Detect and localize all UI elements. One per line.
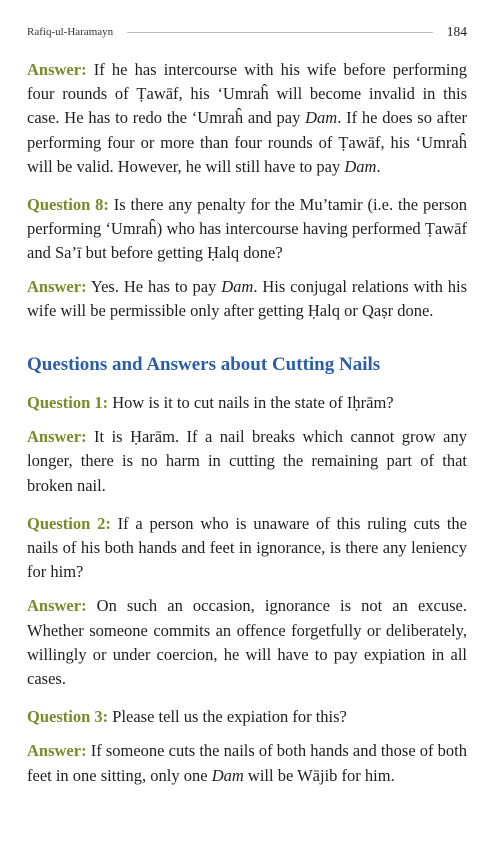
running-title: Rafiq-ul-Haramayn — [27, 26, 114, 38]
question-text: Please tell us the expiation for this? — [112, 707, 347, 727]
answer-text: It is Ḥarām. If a nail breaks which cannot grow any longer, there is no harm in cutting the remaining part of that broken nail. — [27, 427, 467, 495]
answer-label: Answer: — [27, 596, 87, 616]
answer-paragraph — [27, 58, 467, 179]
answer-paragraph — [27, 275, 467, 323]
answer-label: Answer: — [27, 60, 87, 79]
question-label: Question 3: — [27, 707, 109, 727]
page-header — [27, 22, 467, 42]
question-paragraph — [27, 705, 467, 729]
answer-label: Answer: — [27, 276, 87, 296]
answer-text: On such an occasion, ignorance is not an excuse. Whether someone commits an offence forgetfully or deliberately, willingly or under coercion, he will have to pay expiation in all cases. — [27, 596, 467, 689]
answer-text: If he has intercourse with his wife before performing four rounds of Ṭawāf, his ‘Umraĥ will become invalid in this case. He has to redo the ‘Umraĥ and pay Dam. If he does so after performing four or more than four rounds of Ṭawāf, his ‘Umraĥ will be valid. However, he will still have to pay Dam. — [27, 60, 467, 176]
section-heading: Questions and Answers about Cutting Nails — [27, 354, 381, 376]
question-label: Question 1: — [27, 393, 109, 413]
header-rule — [127, 32, 433, 33]
page-content — [27, 58, 467, 788]
question-label: Question 8: — [27, 195, 109, 215]
question-paragraph — [27, 512, 467, 585]
question-paragraph — [27, 391, 467, 415]
answer-paragraph — [27, 739, 467, 787]
answer-paragraph — [27, 594, 467, 691]
question-text: Is there any penalty for the Mu’tamir (i.e. the person performing ‘Umraĥ) who has intercourse having performed Ṭawāf and Sa’ī but before getting Ḥalq done? — [27, 195, 467, 263]
answer-text: If someone cuts the nails of both hands and those of both feet in one sitting, only one Dam will be Wājib for him. — [27, 741, 467, 785]
page-number: 184 — [446, 24, 467, 39]
question-text: If a person who is unaware of this ruling cuts the nails of his both hands and feet in ignorance, is there any leniency for him? — [27, 513, 467, 582]
question-text: How is it to cut nails in the state of Iḥrām? — [112, 393, 394, 413]
answer-text: Yes. He has to pay Dam. His conjugal relations with his wife will be permissible only after getting Ḥalq or Qaṣr done. — [27, 276, 467, 320]
question-paragraph — [27, 193, 467, 266]
answer-label: Answer: — [27, 427, 87, 447]
answer-paragraph — [27, 425, 467, 498]
question-label: Question 2: — [27, 513, 111, 533]
answer-label: Answer: — [27, 741, 87, 761]
